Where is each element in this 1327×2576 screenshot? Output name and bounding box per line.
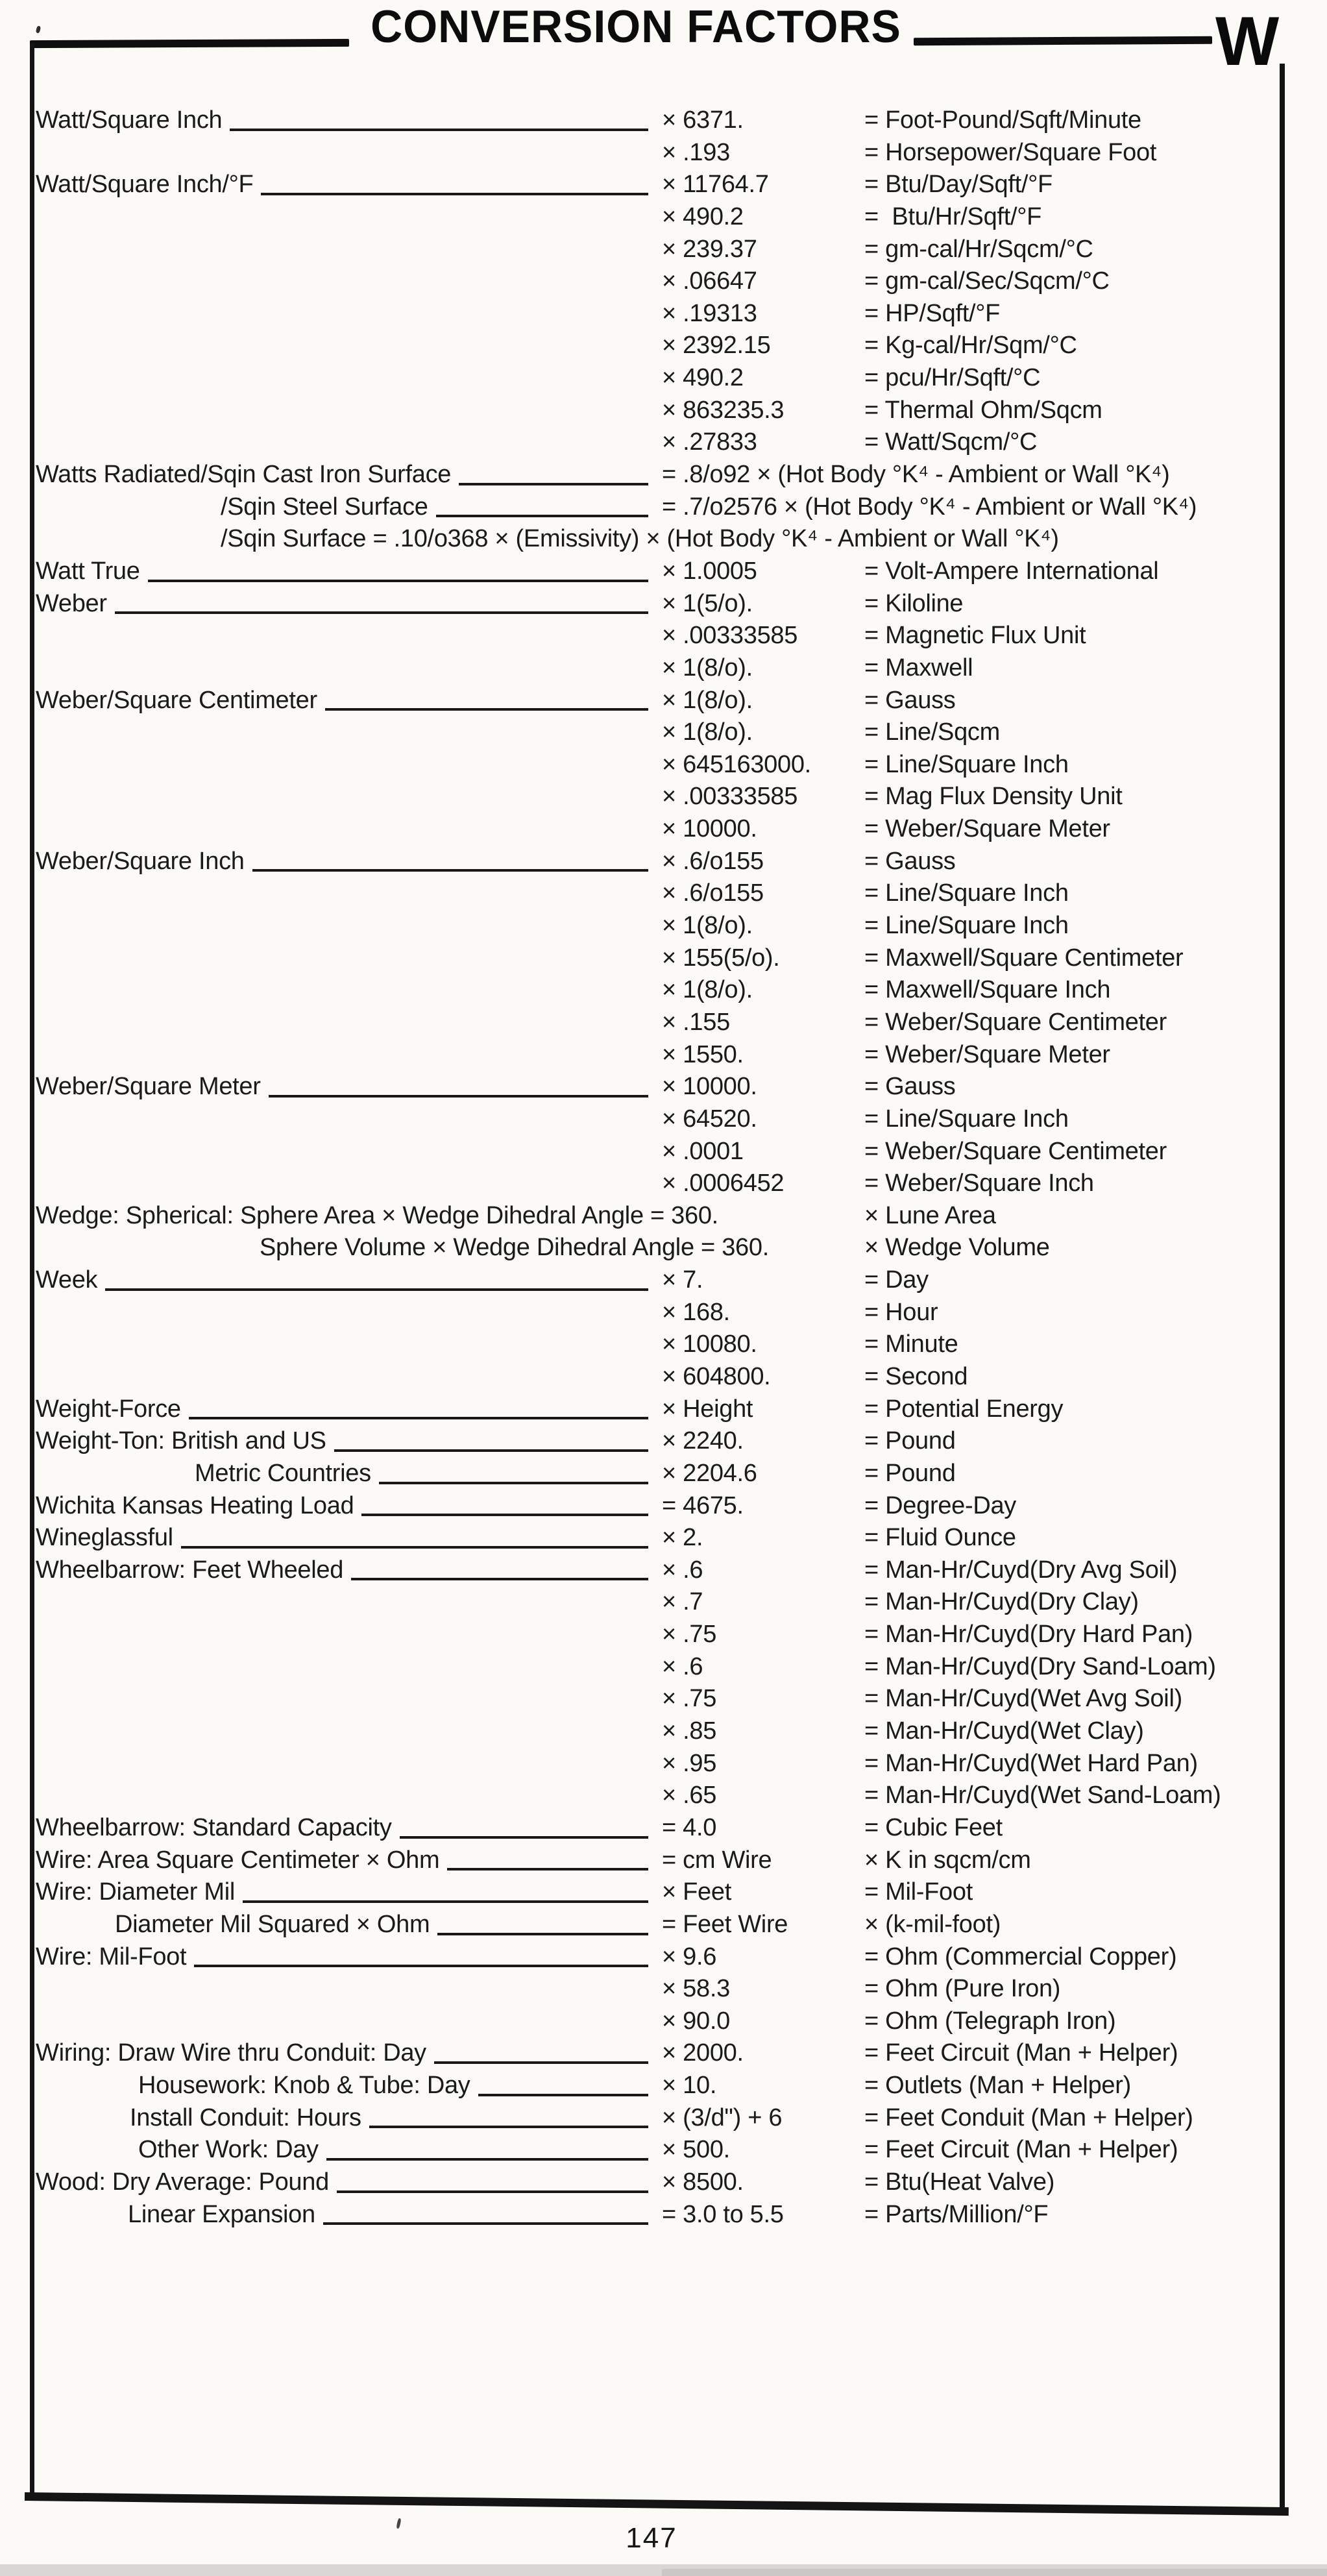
conversion-row [36,1780,1285,1812]
row-result: = Line/Square Inch [864,912,1069,940]
row-factor: × .65 [662,1782,717,1809]
row-result: = Feet Circuit (Man + Helper) [864,2136,1178,2164]
row-result: = Magnetic Flux Unit [864,622,1086,650]
row-label: Wineglassful [36,1524,173,1552]
leader-line [323,2222,648,2225]
conversion-row [36,1876,1285,1909]
row-result: = Degree-Day [864,1491,1017,1519]
conversion-table [36,104,1285,2231]
row-label-group [36,2166,653,2199]
row-result: = Watt/Sqcm/°C [864,428,1038,456]
conversion-row [36,2134,1285,2166]
row-label-group [260,1232,769,1264]
row-factor: × 1550. [662,1040,744,1068]
row-label: Wood: Dry Average: Pound [36,2168,329,2196]
row-label-group [36,459,653,491]
row-label: /Sqin Steel Surface [221,493,428,521]
row-label-group [195,1458,653,1490]
row-label-group [36,2037,653,2070]
row-factor: × (3/d") + 6 [662,2104,783,2131]
leader-line [351,1578,648,1580]
row-label-group [36,1876,653,1909]
row-result: = Kiloline [864,589,964,617]
row-label: Watt/Square Inch [36,106,223,134]
row-label-group [36,846,653,878]
row-factor: × .6 [662,1556,703,1584]
row-label: Metric Countries [195,1459,371,1487]
conversion-row [36,717,1285,749]
row-label: Wire: Diameter Mil [36,1878,236,1906]
conversion-row [36,1007,1285,1039]
row-result: = Line/Square Inch [864,879,1069,907]
conversion-row [36,426,1285,459]
conversion-row [36,1264,1285,1297]
row-factor: = 3.0 to 5.5 [662,2200,784,2228]
page-number: 147 [626,2522,677,2554]
conversion-row [36,169,1285,201]
row-factor: × .75 [662,1621,717,1649]
row-label: Wheelbarrow: Standard Capacity [36,1813,392,1841]
row-result: = Feet Circuit (Man + Helper) [864,2039,1178,2067]
row-label-group [36,1941,653,1974]
row-label-group [36,1554,653,1587]
row-result: = Maxwell/Square Centimeter [864,944,1184,972]
conversion-row [36,1909,1285,1941]
conversion-row [36,685,1285,717]
conversion-row [36,362,1285,395]
page-title: CONVERSION FACTORS [371,1,901,53]
row-label-group [36,1490,653,1523]
row-result: = Line/Sqcm [864,718,1000,746]
row-factor: × 7. [662,1266,703,1294]
leader-line [261,193,648,195]
row-result: = Horsepower/Square Foot [864,138,1157,166]
conversion-row [36,1973,1285,2006]
leader-line [379,1482,648,1484]
section-letter: W [1215,2,1280,80]
leader-line [447,1868,648,1871]
row-result: = Cubic Feet [864,1813,1003,1841]
row-result: = Mil-Foot [864,1878,973,1906]
row-result: = Man-Hr/Cuyd(Dry Avg Soil) [864,1556,1178,1584]
row-factor: = Feet Wire [662,1910,788,1938]
conversion-row [36,1071,1285,1103]
conversion-row [36,1586,1285,1619]
row-result: = Ohm (Telegraph Iron) [864,2007,1116,2035]
row-result: = Ohm (Pure Iron) [864,1975,1061,2003]
conversion-row [36,1522,1285,1554]
conversion-row [36,652,1285,685]
conversion-row [36,2037,1285,2070]
leader-line [325,708,648,711]
row-result: = Line/Square Inch [864,750,1069,778]
conversion-row [36,2102,1285,2135]
row-result: = Gauss [864,1073,956,1101]
row-factor: × .19313 [662,299,757,327]
row-factor: × 490.2 [662,202,744,230]
row-label-group [221,491,653,524]
row-factor: × 863235.3 [662,396,785,424]
row-factor: × 1(8/o). [662,912,753,940]
row-result: = Fluid Ounce [864,1524,1016,1552]
box-border-left [30,43,34,2497]
row-result: = Foot-Pound/Sqft/Minute [864,106,1141,134]
row-result: = Thermal Ohm/Sqcm [864,396,1102,424]
row-result: = Hour [864,1298,938,1326]
row-factor: × 8500. [662,2168,744,2196]
conversion-row [36,1845,1285,1877]
row-result: = Man-Hr/Cuyd(Wet Clay) [864,1717,1144,1745]
conversion-row [36,620,1285,652]
conversion-row [36,459,1285,491]
conversion-row [36,2070,1285,2102]
leader-line [326,2158,648,2161]
conversion-row [36,813,1285,846]
row-result: = Maxwell [864,654,973,681]
conversion-row [36,749,1285,781]
row-factor: × 9.6 [662,1943,717,1970]
row-result: = Man-Hr/Cuyd(Dry Hard Pan) [864,1621,1193,1649]
row-factor: × 6371. [662,106,744,134]
row-label: Wire: Mil-Foot [36,1943,187,1970]
conversion-row [36,265,1285,298]
row-result: = Weber/Square Centimeter [864,1137,1167,1165]
conversion-row [36,556,1285,588]
row-result: = Parts/Million/°F [864,2200,1049,2228]
conversion-row [36,2166,1285,2199]
row-label: Weber/Square Centimeter [36,686,317,714]
row-factor: × 1(8/o). [662,976,753,1004]
row-label: Sphere Volume × Wedge Dihedral Angle = 360. [260,1234,769,1262]
scan-edge-shadow [662,2569,1327,2576]
conversion-row [36,1458,1285,1490]
row-label-group [138,2070,653,2102]
row-factor: × 2000. [662,2039,744,2067]
leader-line [252,869,648,872]
row-result: × K in sqcm/cm [864,1846,1031,1874]
row-factor: × .00333585 [662,783,798,811]
title-rule-right [914,36,1212,45]
row-factor: = cm Wire [662,1846,772,1874]
row-result: = Second [864,1362,968,1390]
leader-line [269,1095,648,1098]
conversion-row [36,1683,1285,1715]
row-factor: = 4.0 [662,1813,717,1841]
row-factor: × .95 [662,1749,717,1777]
conversion-row [36,2006,1285,2038]
conversion-row [36,1425,1285,1458]
leader-line [148,580,648,582]
conversion-row [36,1168,1285,1200]
row-factor: × .27833 [662,428,757,456]
row-result: = Potential Energy [864,1395,1064,1423]
row-result: = Kg-cal/Hr/Sqm/°C [864,332,1077,360]
row-label-group [138,2134,653,2166]
row-label-group [36,685,653,717]
row-result: × Lune Area [864,1201,996,1229]
row-label: Watt/Square Inch/°F [36,171,254,199]
row-label: Wheelbarrow: Feet Wheeled [36,1556,344,1584]
row-result: = Btu/Day/Sqft/°F [864,171,1053,199]
row-label: Weber/Square Inch [36,847,245,875]
conversion-row [36,1329,1285,1361]
row-label-group [130,2102,653,2135]
row-factor: × .155 [662,1008,730,1036]
conversion-row [36,1748,1285,1780]
row-label-group [36,1522,653,1554]
row-factor: × 2204.6 [662,1459,757,1487]
row-label: Install Conduit: Hours [130,2104,361,2131]
row-factor: × .193 [662,138,730,166]
row-label-group [36,588,653,620]
row-factor: × .00333585 [662,622,798,650]
conversion-row [36,1715,1285,1748]
conversion-row [36,974,1285,1007]
row-result: = Weber/Square Meter [864,815,1110,843]
row-label: Watts Radiated/Sqin Cast Iron Surface [36,461,452,489]
conversion-row [36,1200,1285,1233]
row-result: = Weber/Square Inch [864,1170,1094,1197]
row-factor: × 1(8/o). [662,718,753,746]
row-label-group [36,1812,653,1845]
row-result: = Day [864,1266,929,1294]
leader-line [194,1965,648,1967]
conversion-row [36,1554,1285,1587]
row-label: Weight-Force [36,1395,181,1423]
row-factor: × 1(8/o). [662,654,753,681]
row-label-group [115,1909,653,1941]
conversion-row [36,1941,1285,1974]
row-factor: × .6 [662,1652,703,1680]
row-label-group [36,1264,653,1297]
leader-line [459,483,648,485]
row-result: = Man-Hr/Cuyd(Dry Sand-Loam) [864,1652,1216,1680]
row-result: = Man-Hr/Cuyd(Wet Sand-Loam) [864,1782,1221,1809]
row-result: × Wedge Volume [864,1234,1050,1262]
row-result: = Mag Flux Density Unit [864,783,1123,811]
row-label: Linear Expansion [128,2200,315,2228]
title-rule-left [30,39,349,48]
conversion-row [36,298,1285,330]
row-result: = Volt-Ampere International [864,557,1159,585]
conversion-row [36,588,1285,620]
box-border-bottom [25,2492,1289,2516]
leader-line [334,1449,648,1452]
conversion-row [36,1136,1285,1168]
leader-line [369,2126,648,2128]
conversion-row [36,1361,1285,1393]
row-result: = Weber/Square Centimeter [864,1008,1167,1036]
row-factor: × .0006452 [662,1170,785,1197]
row-result: = pcu/Hr/Sqft/°C [864,364,1041,392]
row-full-text: /Sqin Surface = .10/o368 × (Emissivity) × (Hot Body °K⁴ - Ambient or Wall °K⁴) [221,525,1059,553]
row-result: = Man-Hr/Cuyd(Wet Avg Soil) [864,1685,1182,1713]
leader-line [115,611,648,614]
scan-speck [36,25,41,33]
row-factor: × 490.2 [662,364,744,392]
row-result: = Feet Conduit (Man + Helper) [864,2104,1193,2131]
row-factor: × 1(8/o). [662,686,753,714]
conversion-row [36,910,1285,942]
conversion-row [36,1103,1285,1136]
row-result: = HP/Sqft/°F [864,299,1001,327]
leader-line [337,2190,648,2193]
leader-line [437,1933,648,1935]
conversion-row [36,877,1285,910]
row-factor: × 2. [662,1524,703,1552]
row-label-group [36,1200,718,1233]
conversion-row [36,1490,1285,1523]
row-result: = Gauss [864,847,956,875]
row-label-group [36,556,653,588]
conversion-row [36,1039,1285,1072]
row-result: = Ohm (Commercial Copper) [864,1943,1177,1970]
row-factor: × .7 [662,1588,703,1616]
row-factor: × Feet [662,1878,731,1906]
row-result: = Gauss [864,686,956,714]
row-label: Wichita Kansas Heating Load [36,1491,354,1519]
row-label: Wire: Area Square Centimeter × Ohm [36,1846,440,1874]
conversion-row [36,395,1285,427]
row-label: Wedge: Spherical: Sphere Area × Wedge Dihedral Angle = 360. [36,1201,718,1229]
row-result: = Weber/Square Meter [864,1040,1110,1068]
row-label: Housework: Knob & Tube: Day [138,2072,470,2100]
conversion-row [36,137,1285,169]
conversion-row [36,1297,1285,1329]
conversion-row [36,201,1285,234]
leader-line [436,515,648,517]
row-factor: × 10000. [662,1073,757,1101]
row-result: = Btu/Hr/Sqft/°F [864,202,1042,230]
row-factor: × 168. [662,1298,730,1326]
row-factor: × 11764.7 [662,171,769,199]
row-formula: = .7/o2576 × (Hot Body °K⁴ - Ambient or Wall °K⁴) [662,493,1197,521]
row-label: Weber [36,589,107,617]
row-factor: × 155(5/o). [662,944,780,972]
conversion-row [36,1651,1285,1684]
conversion-row [36,491,1285,524]
row-label-group [36,104,653,137]
leader-line [105,1288,648,1291]
row-factor: × Height [662,1395,753,1423]
row-factor: × .06647 [662,267,757,295]
leader-line [189,1417,648,1419]
conversion-row [36,1619,1285,1651]
leader-line [230,129,648,131]
row-factor: × 10080. [662,1331,757,1358]
row-result: = gm-cal/Sec/Sqcm/°C [864,267,1110,295]
conversion-row [36,1393,1285,1426]
conversion-row [36,330,1285,362]
row-factor: × .6/o155 [662,847,764,875]
conversion-row [36,234,1285,266]
leader-line [434,2061,648,2064]
row-result: = Line/Square Inch [864,1105,1069,1133]
row-result: = Minute [864,1331,958,1358]
row-factor: × .85 [662,1717,717,1745]
conversion-row [36,523,1285,556]
conversion-row [36,781,1285,813]
row-label: Week [36,1266,98,1294]
row-label-group [36,1845,653,1877]
leader-line [400,1836,648,1839]
leader-line [361,1514,648,1516]
row-result: = gm-cal/Hr/Sqcm/°C [864,235,1093,263]
row-label-group [36,169,653,201]
row-factor: × 500. [662,2136,730,2164]
row-result: = Btu(Heat Valve) [864,2168,1055,2196]
row-result: = Man-Hr/Cuyd(Dry Clay) [864,1588,1139,1616]
row-factor: × 58.3 [662,1975,730,2003]
row-factor: × .6/o155 [662,879,764,907]
row-factor: × 90.0 [662,2007,730,2035]
row-factor: = 4675. [662,1491,744,1519]
row-factor: × 1.0005 [662,557,757,585]
row-factor: × 10000. [662,815,757,843]
row-factor: × 2240. [662,1427,744,1455]
row-label: Diameter Mil Squared × Ohm [115,1910,430,1938]
row-label-group [36,1393,653,1426]
leader-line [478,2094,648,2096]
row-factor: × 604800. [662,1362,771,1390]
row-factor: × .75 [662,1685,717,1713]
row-result: × (k-mil-foot) [864,1910,1001,1938]
row-factor: × 64520. [662,1105,757,1133]
row-factor: × 239.37 [662,235,757,263]
row-label: Weight-Ton: British and US [36,1427,326,1455]
scan-speck [396,2518,401,2529]
row-label: Weber/Square Meter [36,1073,261,1101]
leader-line [243,1900,648,1903]
row-result: = Man-Hr/Cuyd(Wet Hard Pan) [864,1749,1198,1777]
row-result: = Outlets (Man + Helper) [864,2072,1131,2100]
row-label: Watt True [36,557,140,585]
row-label-group [36,1071,653,1103]
row-label-group [36,1425,653,1458]
row-label: Wiring: Draw Wire thru Conduit: Day [36,2039,426,2067]
row-result: = Pound [864,1459,956,1487]
row-result: = Maxwell/Square Inch [864,976,1111,1004]
row-factor: × 1(5/o). [662,589,753,617]
row-label-group [128,2199,653,2231]
row-result: = Pound [864,1427,956,1455]
row-factor: × 10. [662,2072,717,2100]
conversion-row [36,846,1285,878]
row-formula: = .8/o92 × (Hot Body °K⁴ - Ambient or Wall °K⁴) [662,461,1170,489]
conversion-row [36,2199,1285,2231]
row-factor: × 2392.15 [662,332,771,360]
conversion-row [36,1812,1285,1845]
leader-line [181,1546,648,1549]
conversion-row [36,942,1285,975]
conversion-row [36,1232,1285,1264]
row-factor: × 645163000. [662,750,811,778]
conversion-row [36,104,1285,137]
row-factor: × .0001 [662,1137,744,1165]
row-label: Other Work: Day [138,2136,319,2164]
